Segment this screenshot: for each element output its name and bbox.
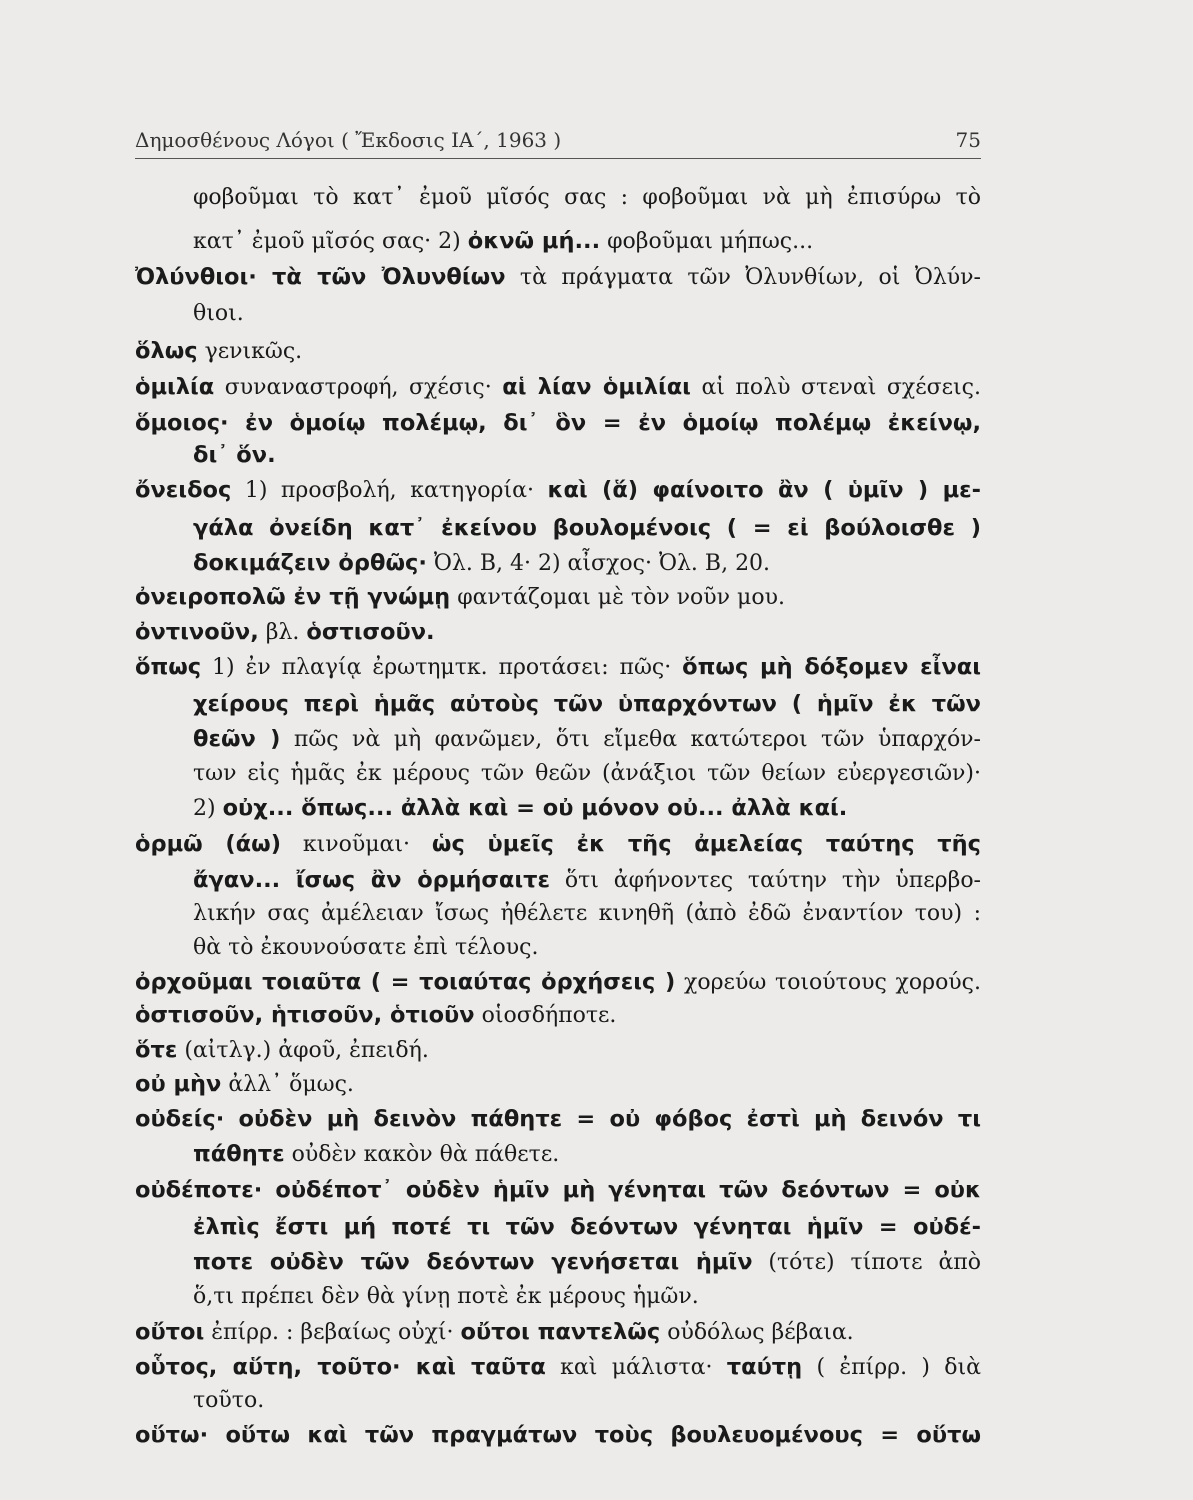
definition-text: ὅ,τι πρέπει δὲν θὰ γίνῃ ποτὲ ἐκ μέρους ἡμῶν. [193,1284,699,1309]
headword-text: ὅλως [135,338,198,364]
text-line [193,793,981,823]
definition-text: ( ἐπίρρ. ) διὰ [802,1355,981,1380]
text-line [193,513,981,543]
text-line [193,724,981,754]
headword-text: ὅπως [135,654,202,680]
page-number: 75 [955,128,981,152]
running-title: Δημοσθένους Λόγοι ( Ἔκδοσις ΙΑ΄, 1963 ) [135,128,562,152]
text-line [135,829,981,859]
headword-text: ὅπως μὴ δόξομεν εἶναι [682,654,981,680]
definition-text: λικήν σας ἀμέλειαν ἴσως ἠθέλετε κινηθῆ (ἀπὸ ἐδῶ ἐναντίον του) : [193,901,981,926]
text-line [193,689,981,719]
headword-text: οὗτος, αὕτη, τοῦτο· καὶ ταῦτα [135,1354,546,1380]
headword-text: οὐδείς· οὐδὲν μὴ δεινὸν πάθητε = οὐ φόβος ἐστὶ μὴ δεινόν τι [135,1106,981,1132]
headword-text: ἄγαν... ἴσως ἂν ὁρμήσαιτε [193,867,550,893]
text-line [193,1386,981,1416]
headword-text: οὐ μὴν [135,1071,222,1097]
text-line [193,759,981,789]
headword-text: ὀρχοῦμαι τοιαῦτα ( = τοιαύτας ὀρχήσεις ) [135,969,676,995]
headword-text: ὁρμῶ (άω) [135,831,281,857]
text-line [193,865,981,895]
text-line [193,1247,981,1277]
text-line [193,440,981,470]
text-line [135,475,981,505]
definition-text: (αἰτλγ.) ἀφοῦ, ἐπειδή. [177,1038,429,1063]
headword-text: οὐχ... ὅπως... ἀλλὰ καὶ = οὐ μόνον οὐ... ἀλλὰ καί. [222,795,848,821]
headword-text: ὀκνῶ μή... [467,228,601,254]
definition-text: οὐδὲν κακὸν θὰ πάθετε. [284,1142,560,1167]
page-header [135,128,981,159]
text-line [135,336,981,366]
headword-text: δοκιμάζειν ὀρθῶς· [193,550,427,576]
text-line [193,183,981,213]
headword-text: ὡς ὑμεῖς ἐκ τῆς ἀμελείας ταύτης τῆς [431,831,981,857]
text-line [193,933,981,963]
headword-text: αἱ λίαν ὁμιλίαι [502,374,691,400]
definition-text: κατ᾽ ἐμοῦ μῖσός σας· 2) [193,229,468,254]
definition-text: καὶ μάλιστα· [545,1355,727,1380]
definition-text: οὐδόλως βέβαια. [660,1320,854,1345]
text-line [135,617,981,647]
text-line [193,899,981,929]
definition-text: (τότε) τίποτε ἀπὸ [752,1250,981,1275]
definition-text: 2) [193,796,223,821]
headword-text: ὀντινοῦν, [135,619,259,645]
definition-text: αἱ πολὺ στεναὶ σχέσεις. [690,375,981,400]
headword-text: ὁμιλία [135,374,215,400]
text-line [193,548,981,578]
definition-text: βλ. [258,620,307,645]
headword-text: οὔτοι παντελῶς [460,1319,661,1345]
definition-text: πῶς νὰ μὴ φανῶμεν, ὅτι εἴμεθα κατώτεροι τῶν ὑπαρχόν- [280,727,981,752]
headword-text: θεῶν ) [193,726,281,752]
definition-text: οἱοσδήποτε. [474,1003,617,1028]
text-line [135,1069,981,1099]
headword-text: γάλα ὀνείδη κατ᾽ ἐκείνου βουλομένοις ( = εἰ βούλοισθε ) [193,515,981,541]
text-line [135,1352,981,1382]
definition-text: συναναστροφή, σχέσις· [214,375,503,400]
headword-text: ὅτε [135,1037,178,1063]
definition-text: Ὀλ. Β, 4· 2) αἶσχος· Ὀλ. Β, 20. [426,551,771,576]
definition-text: των εἰς ἡμᾶς ἐκ μέρους τῶν θεῶν (ἀνάξιοι τῶν θείων εὐεργεσιῶν)· [193,761,981,786]
headword-text: ὅμοιος· ἐν ὁμοίῳ πολέμῳ, δι᾽ ὃν = ἐν ὁμοίῳ πολέμῳ ἐκείνῳ, [135,410,981,436]
headword-text: ὁστισοῦν. [306,619,435,645]
headword-text: οὐδέποτε· οὐδέποτ᾽ οὐδὲν ἡμῖν μὴ γένηται τῶν δεόντων = οὐκ [135,1177,981,1203]
text-line [135,582,981,612]
headword-text: οὔτοι [135,1319,205,1345]
text-line [193,1139,981,1169]
headword-text: πάθητε [193,1141,285,1167]
headword-text: ὁστισοῦν, ἡτισοῦν, ὁτιοῦν [135,1002,475,1028]
text-line [135,408,981,438]
headword-text: καὶ (ἅ) φαίνοιτο ἂν ( ὑμῖν ) με- [547,477,981,503]
definition-text: φοβοῦμαι τὸ κατ᾽ ἐμοῦ μῖσός σας : φοβοῦμαι νὰ μὴ ἐπισύρω τὸ [193,185,981,210]
definition-text: φοβοῦμαι μήπως... [600,229,814,254]
text-line [135,262,981,292]
definition-text: θιοι. [193,301,244,326]
definition-text: τὰ πράγματα τῶν Ὀλυνθίων, οἱ Ὀλύν- [505,265,981,290]
definition-text: ὅτι ἀφήνοντες ταύτην τὴν ὑπερβο- [550,868,981,893]
definition-text: χορεύω τοιούτους χορούς. [675,970,981,995]
definition-text: γενικῶς. [197,339,303,364]
text-line [135,652,981,682]
text-line [135,1000,981,1030]
text-line [135,372,981,402]
definition-text: θὰ τὸ ἐκουνούσατε ἐπὶ τέλους. [193,935,539,960]
definition-text: ἀλλ᾽ ὅμως. [221,1072,354,1097]
headword-text: χείρους περὶ ἡμᾶς αὐτοὺς τῶν ὑπαρχόντων ( ἡμῖν ἐκ τῶν [193,691,981,717]
text-line [193,1282,981,1312]
text-line [193,1212,981,1242]
text-line [135,1317,981,1347]
definition-text: ἐπίρρ. : βεβαίως οὐχί· [204,1320,461,1345]
headword-text: ὀνειροπολῶ ἐν τῇ γνώμῃ [135,584,451,610]
text-line [135,1175,981,1205]
headword-text: ὄνειδος [135,477,232,503]
text-line [135,1104,981,1134]
headword-text: οὕτω· οὕτω καὶ τῶν πραγμάτων τοὺς βουλευομένους = οὕτω [135,1422,981,1448]
text-line [193,226,981,256]
headword-text: ταύτῃ [726,1354,803,1380]
headword-text: Ὀλύνθιοι· τὰ τῶν Ὀλυνθίων [135,264,506,290]
definition-text: κινοῦμαι· [280,832,432,857]
text-line [135,1035,981,1065]
headword-text: ποτε οὐδὲν τῶν δεόντων γενήσεται ἡμῖν [193,1249,753,1275]
headword-text: ἐλπὶς ἔστι μή ποτέ τι τῶν δεόντων γένηται ἡμῖν = οὐδέ- [193,1214,981,1240]
headword-text: δι᾽ ὅν. [193,442,276,468]
definition-text: 1) ἐν πλαγίᾳ ἐρωτημτκ. προτάσει: πῶς· [201,655,683,680]
text-line [135,967,981,997]
text-line [135,1420,981,1450]
definition-text: φαντάζομαι μὲ τὸν νοῦν μου. [450,585,785,610]
text-line [193,299,981,329]
definition-text: 1) προσβολή, κατηγορία· [231,478,548,503]
definition-text: τοῦτο. [193,1388,265,1413]
